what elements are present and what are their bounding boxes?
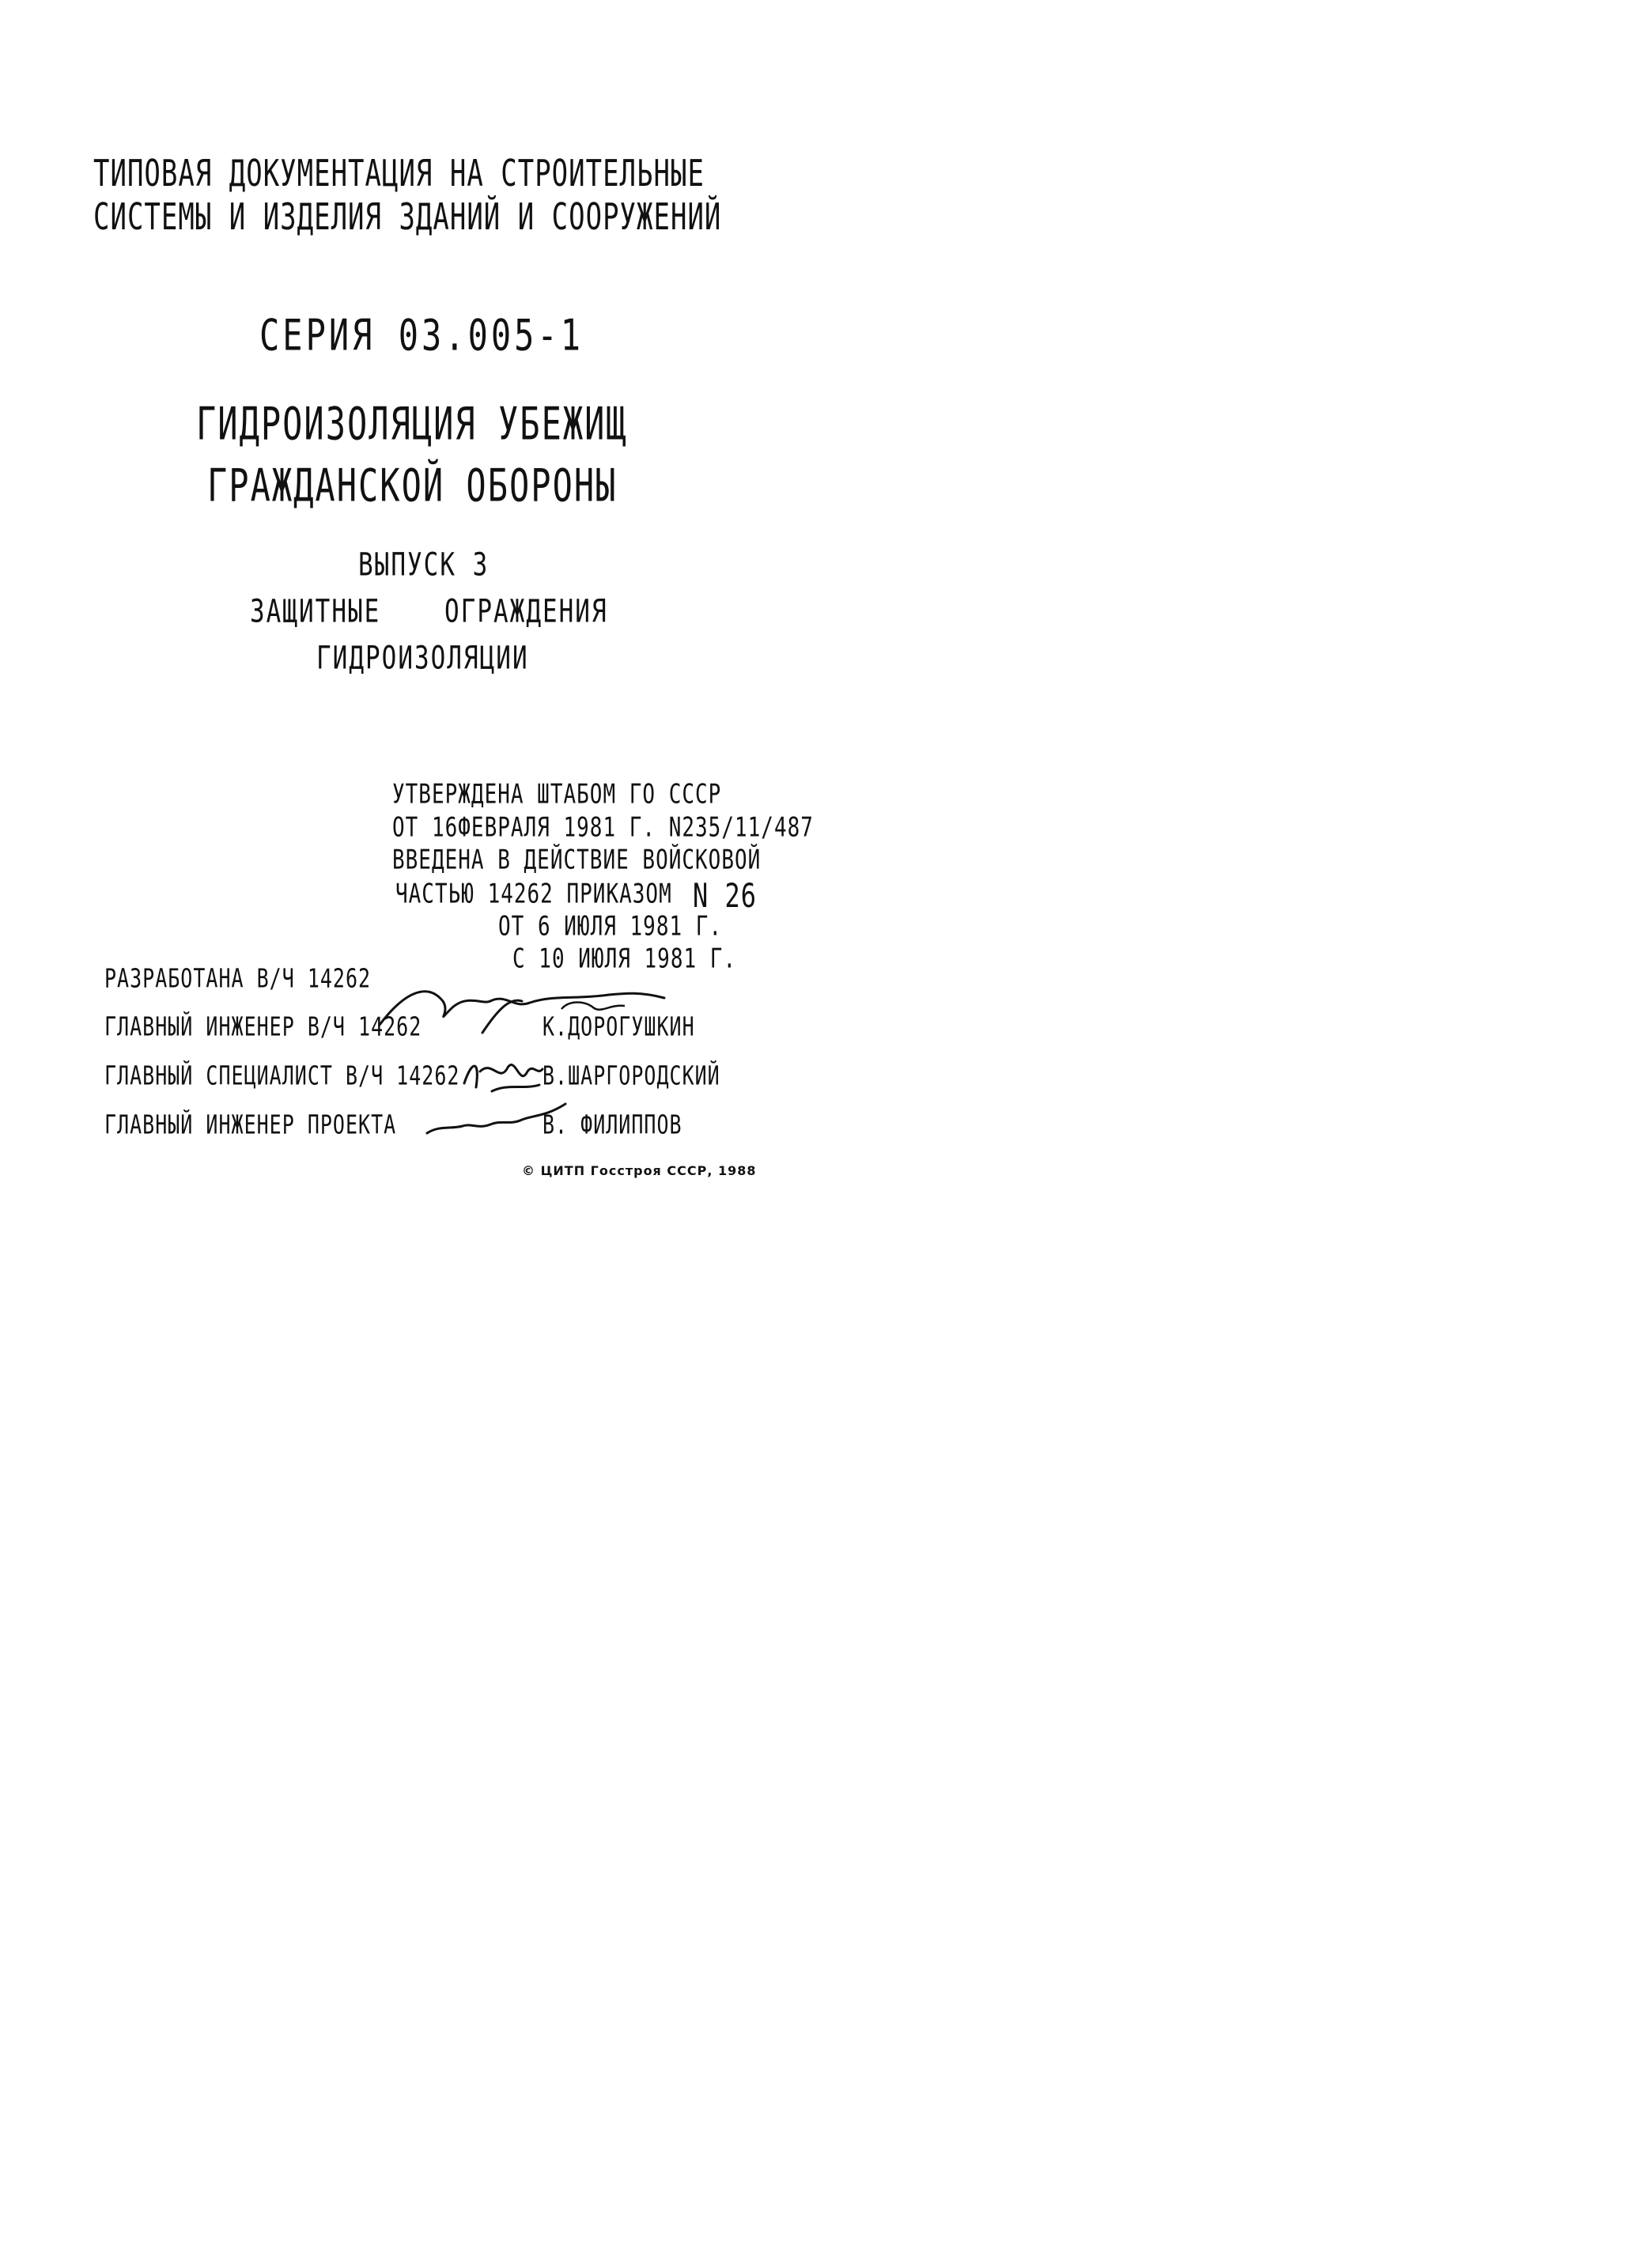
signature-dorogushkin <box>372 977 672 1041</box>
order-number: N 26 <box>693 876 758 916</box>
developed-by: РАЗРАБОТАНА В/Ч 14262 <box>104 963 372 994</box>
approval-line-3: ВВЕДЕНА В ДЕЙСТВИЕ ВОЙСКОВОЙ <box>392 845 762 876</box>
title-line-2: ГРАЖДАНСКОЙ ОБОРОНЫ <box>207 459 618 512</box>
header-line-2: СИСТЕМЫ И ИЗДЕЛИЯ ЗДАНИЙ И СООРУЖЕНИЙ <box>93 195 722 239</box>
issue-number: ВЫПУСК 3 <box>358 546 490 584</box>
title-page <box>0 0 894 1223</box>
project-engineer-name: В. ФИЛИППОВ <box>542 1109 682 1140</box>
chief-engineer-name: К.ДОРОГУШКИН <box>542 1011 695 1042</box>
issue-title-line-3: ГИДРОИЗОЛЯЦИИ <box>316 640 529 677</box>
copyright-notice: © ЦИТП Госстроя СССР, 1988 <box>522 1163 757 1178</box>
title-line-1: ГИДРОИЗОЛЯЦИЯ УБЕЖИЩ <box>196 397 628 450</box>
approval-line-5: ОТ 6 ИЮЛЯ 1981 Г. <box>498 911 723 943</box>
chief-specialist-name: В.ШАРГОРОДСКИЙ <box>542 1060 720 1091</box>
approval-line-2: ОТ 16ФЕВРАЛЯ 1981 Г. N235/11/487 <box>392 812 814 844</box>
signature-shargorodsky <box>460 1052 547 1099</box>
issue-title-word-1: ЗАЩИТНЫЕ <box>250 593 381 630</box>
approval-line-4: ЧАСТЬЮ 14262 ПРИКАЗОМ <box>395 879 672 910</box>
header-line-1: ТИПОВАЯ ДОКУМЕНТАЦИЯ НА СТРОИТЕЛЬНЫЕ <box>93 152 705 195</box>
approval-line-6: С 10 ИЮЛЯ 1981 Г. <box>512 943 737 975</box>
approval-line-1: УТВЕРЖДЕНА ШТАБОМ ГО СССР <box>392 779 722 811</box>
issue-title-word-2: ОГРАЖДЕНИЯ <box>444 593 608 630</box>
signature-filippov <box>423 1098 573 1145</box>
chief-engineer-role: ГЛАВНЫЙ ИНЖЕНЕР В/Ч 14262 <box>104 1011 422 1042</box>
chief-specialist-role: ГЛАВНЫЙ СПЕЦИАЛИСТ В/Ч 14262 <box>104 1060 460 1091</box>
series-number: СЕРИЯ 03.005-1 <box>259 309 584 361</box>
project-engineer-role: ГЛАВНЫЙ ИНЖЕНЕР ПРОЕКТА <box>104 1109 397 1140</box>
